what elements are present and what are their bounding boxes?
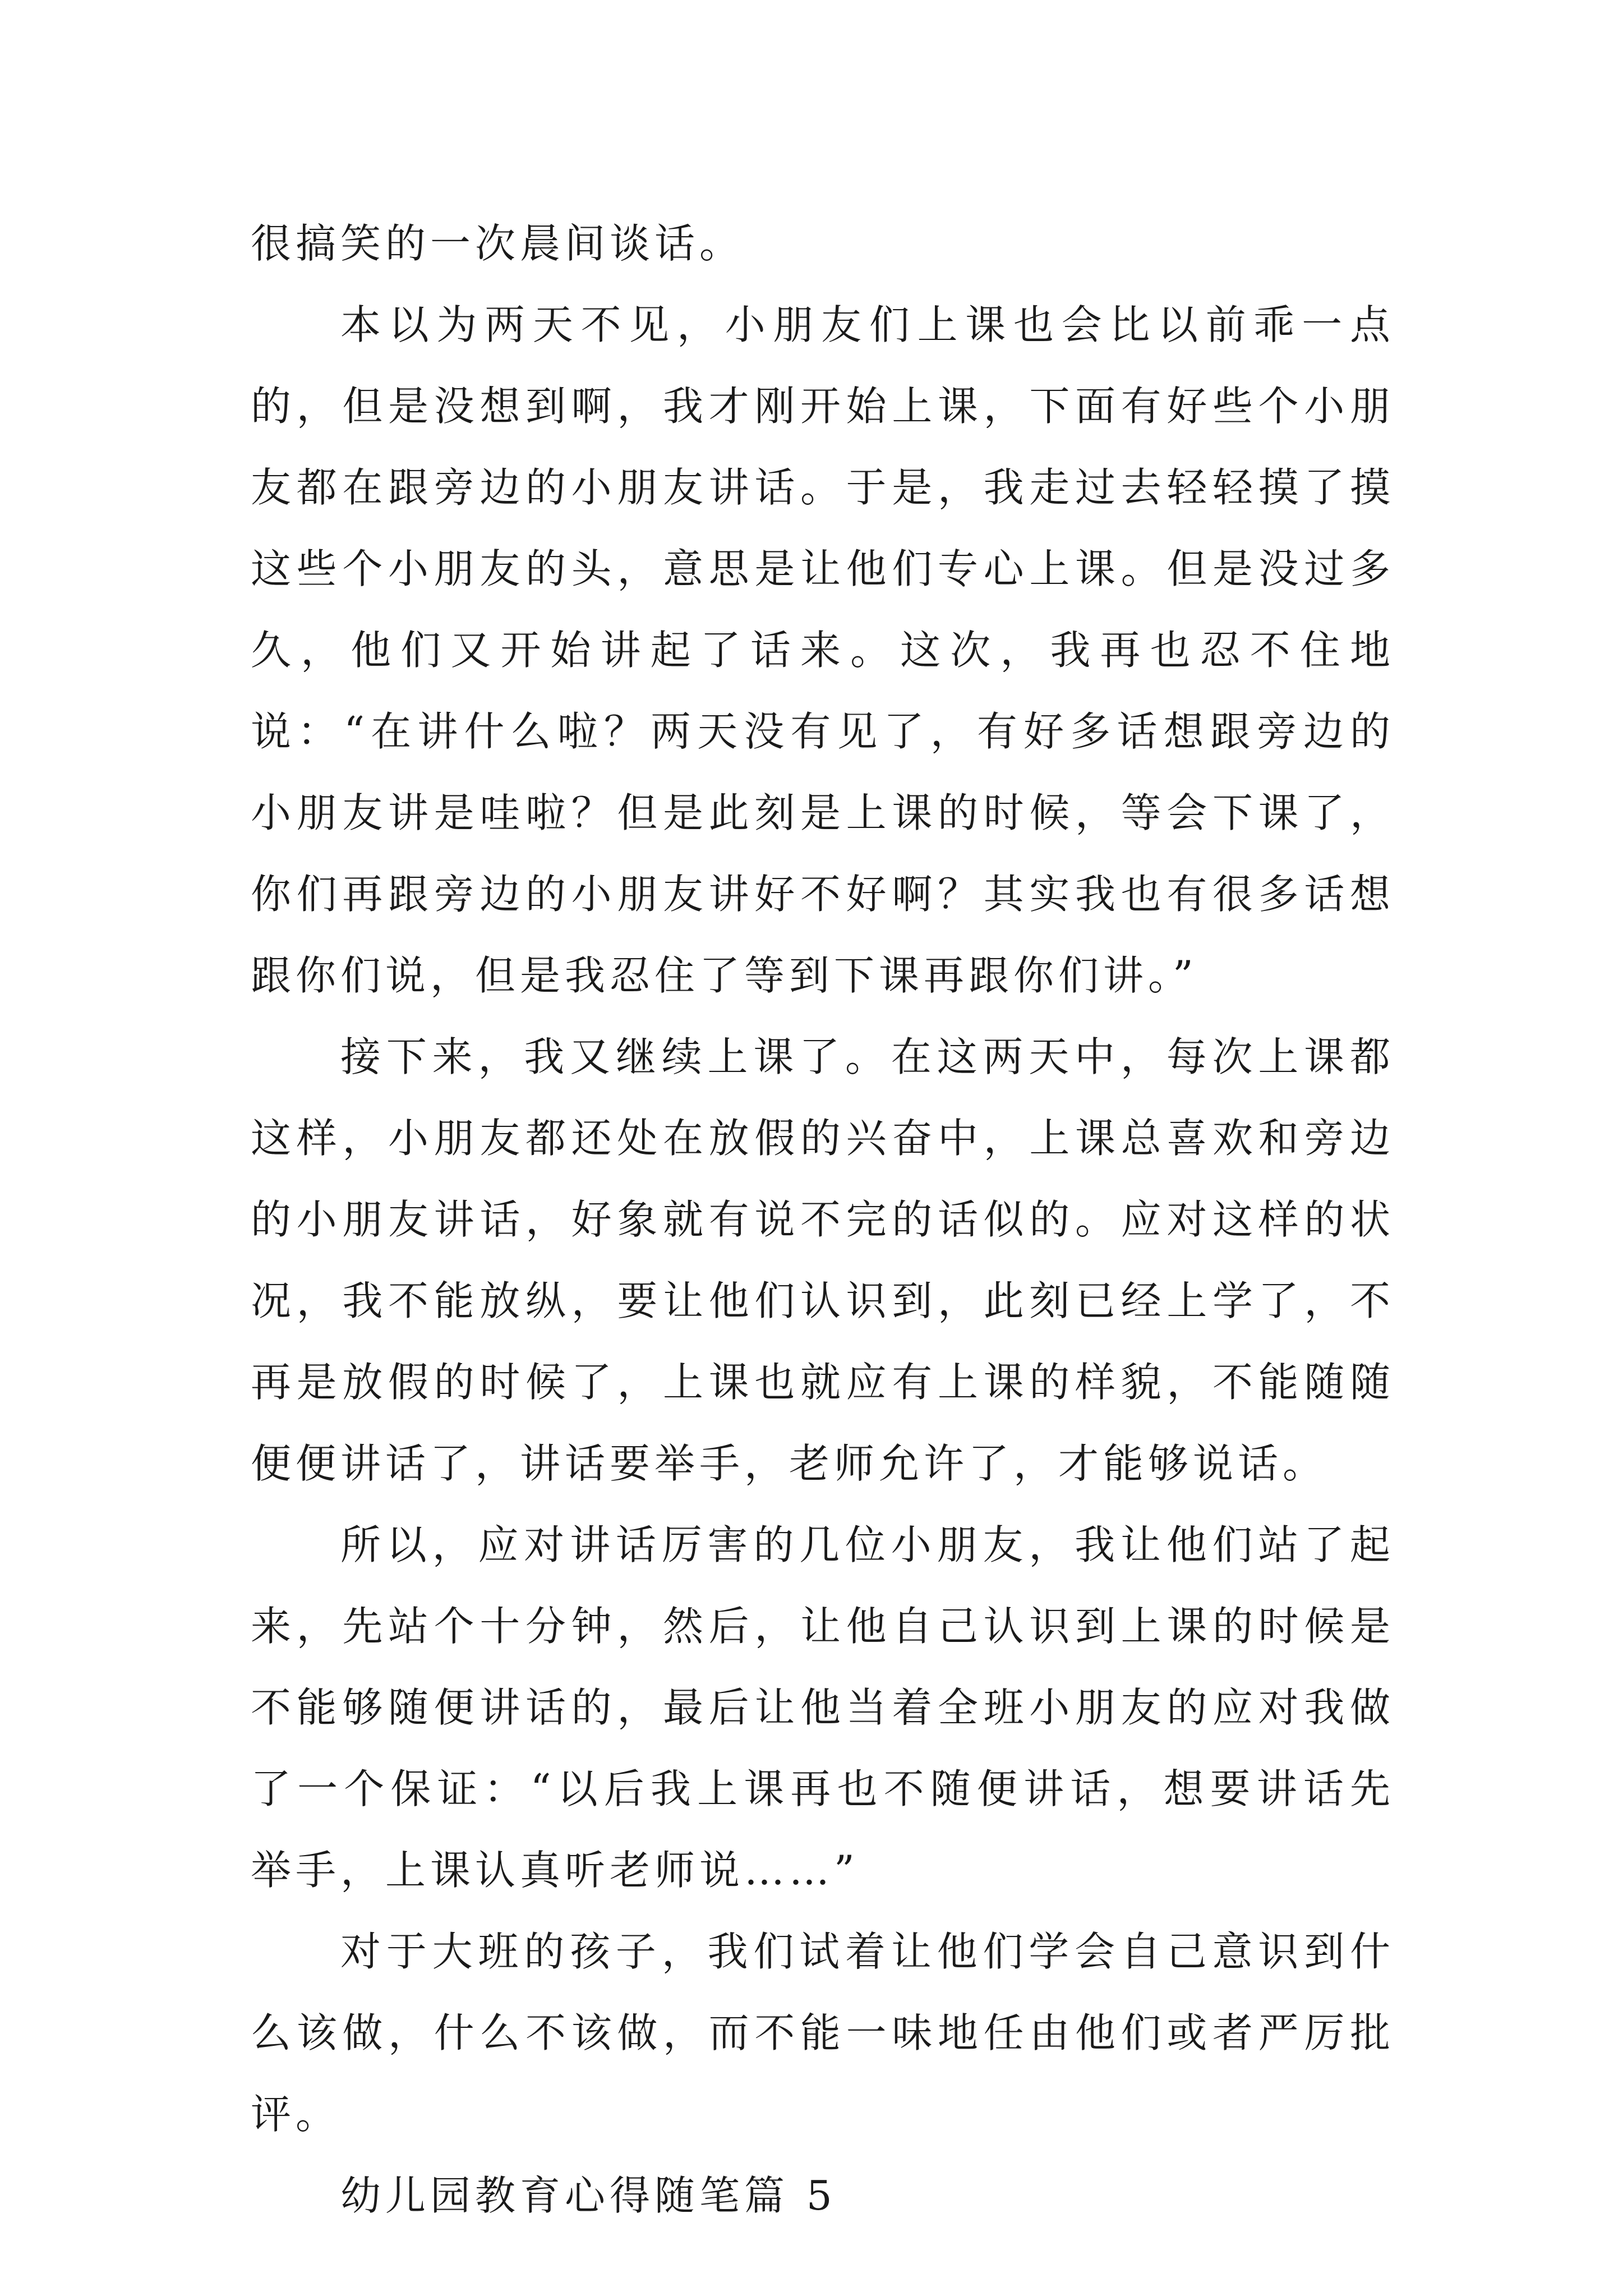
paragraph-1: 很搞笑的一次晨间谈话。 [251,220,745,267]
paragraph-4: 所以，应对讲话厉害的几位小朋友，我让他们站了起来，先站个十分钟，然后，让他自己认识到上课的时候是不能够随便讲话的，最后让他当着全班小朋友的应对我做了一个保证：“以后我上课再也不随便讲话，想要讲话先举手，上课认真听老师说……” [251,1521,1395,1894]
paragraph-5: 对于大班的孩子，我们试着让他们学会自己意识到什么该做，什么不该做，而不能一味地任由他们或者严厉批评。 [251,1928,1395,2138]
document-body [251,203,1395,2237]
paragraph-3: 接下来，我又继续上课了。在这两天中，每次上课都这样，小朋友都还处在放假的兴奋中，上课总喜欢和旁边的小朋友讲话，好象就有说不完的话似的。应对这样的状况，我不能放纵，要让他们认识到，此刻已经上学了，不再是放假的时候了，上课也就应有上课的样貌，不能随随便便讲话了，讲话要举手，老师允许了，才能够说话。 [251,1033,1395,1487]
paragraph-2: 本以为两天不见，小朋友们上课也会比以前乖一点的，但是没想到啊，我才刚开始上课，下面有好些个小朋友都在跟旁边的小朋友讲话。于是，我走过去轻轻摸了摸这些个小朋友的头，意思是让他们专心上课。但是没过多久，他们又开始讲起了话来。这次，我再也忍不住地说：“在讲什么啦？两天没有见了，有好多话想跟旁边的小朋友讲是哇啦？但是此刻是上课的时候，等会下课了，你们再跟旁边的小朋友讲好不好啊？其实我也有很多话想跟你们说，但是我忍住了等到下课再跟你们讲。” [251,301,1395,999]
section-heading: 幼儿园教育心得随笔篇 5 [340,2172,837,2219]
